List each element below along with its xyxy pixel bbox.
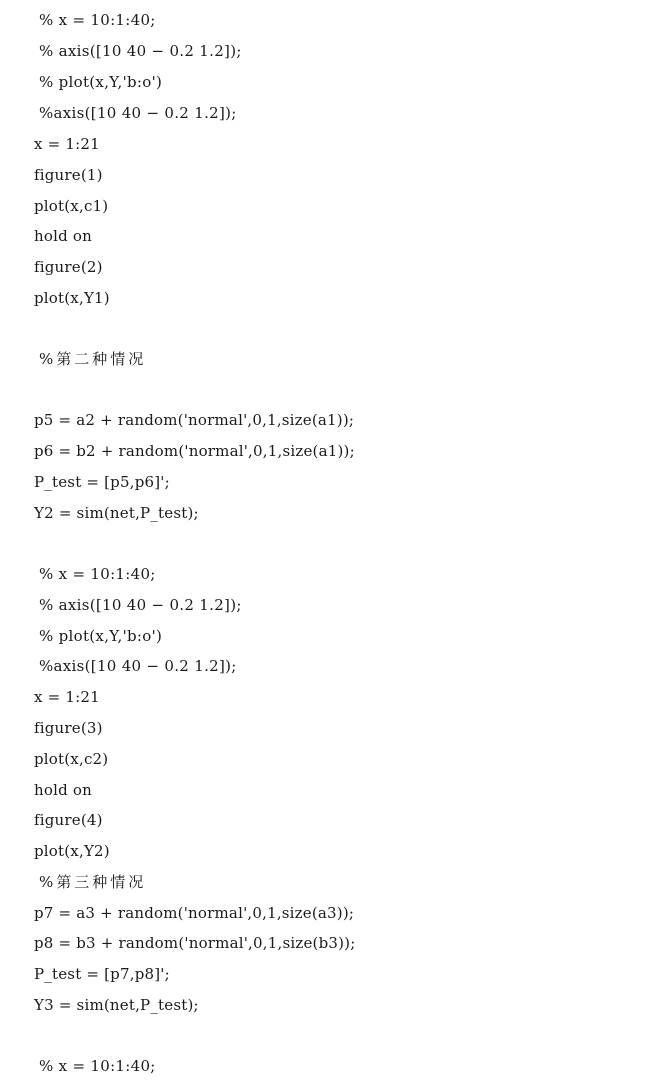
- code-line: %axis([10 40 − 0.2 1.2]);: [39, 104, 237, 122]
- code-line: plot(x,c2): [34, 750, 109, 768]
- code-line: % x = 10:1:40;: [39, 11, 156, 29]
- code-line: p5 = a2 + random('normal',0,1,size(a1));: [34, 411, 355, 429]
- code-line: plot(x,Y2): [34, 842, 110, 860]
- code-line: p8 = b3 + random('normal',0,1,size(b3));: [34, 934, 356, 952]
- code-line: hold on: [34, 781, 92, 799]
- code-line: Y3 = sim(net,P_test);: [34, 996, 199, 1014]
- code-line: figure(1): [34, 166, 103, 184]
- code-line: x = 1:21: [34, 135, 100, 153]
- code-line: % x = 10:1:40;: [39, 1057, 156, 1075]
- code-line: % plot(x,Y,'b:o'): [39, 627, 163, 645]
- code-line: plot(x,c1): [34, 197, 109, 215]
- code-line: plot(x,Y1): [34, 289, 110, 307]
- code-line: Y2 = sim(net,P_test);: [34, 504, 199, 522]
- code-line: P_test = [p7,p8]';: [34, 965, 170, 983]
- code-line: figure(4): [34, 811, 103, 829]
- code-line: p7 = a3 + random('normal',0,1,size(a3));: [34, 904, 355, 922]
- code-line: hold on: [34, 227, 92, 245]
- code-line: %axis([10 40 − 0.2 1.2]);: [39, 657, 237, 675]
- code-line: % x = 10:1:40;: [39, 565, 156, 583]
- code-line: x = 1:21: [34, 688, 100, 706]
- code-line: p6 = b2 + random('normal',0,1,size(a1));: [34, 442, 355, 460]
- section-comment: %第二种情况: [39, 350, 147, 368]
- code-line: % axis([10 40 − 0.2 1.2]);: [39, 596, 242, 614]
- code-line: figure(2): [34, 258, 103, 276]
- code-line: P_test = [p5,p6]';: [34, 473, 170, 491]
- code-line: % axis([10 40 − 0.2 1.2]);: [39, 42, 242, 60]
- section-comment: %第三种情况: [39, 873, 147, 891]
- code-line: % plot(x,Y,'b:o'): [39, 73, 163, 91]
- code-line: figure(3): [34, 719, 103, 737]
